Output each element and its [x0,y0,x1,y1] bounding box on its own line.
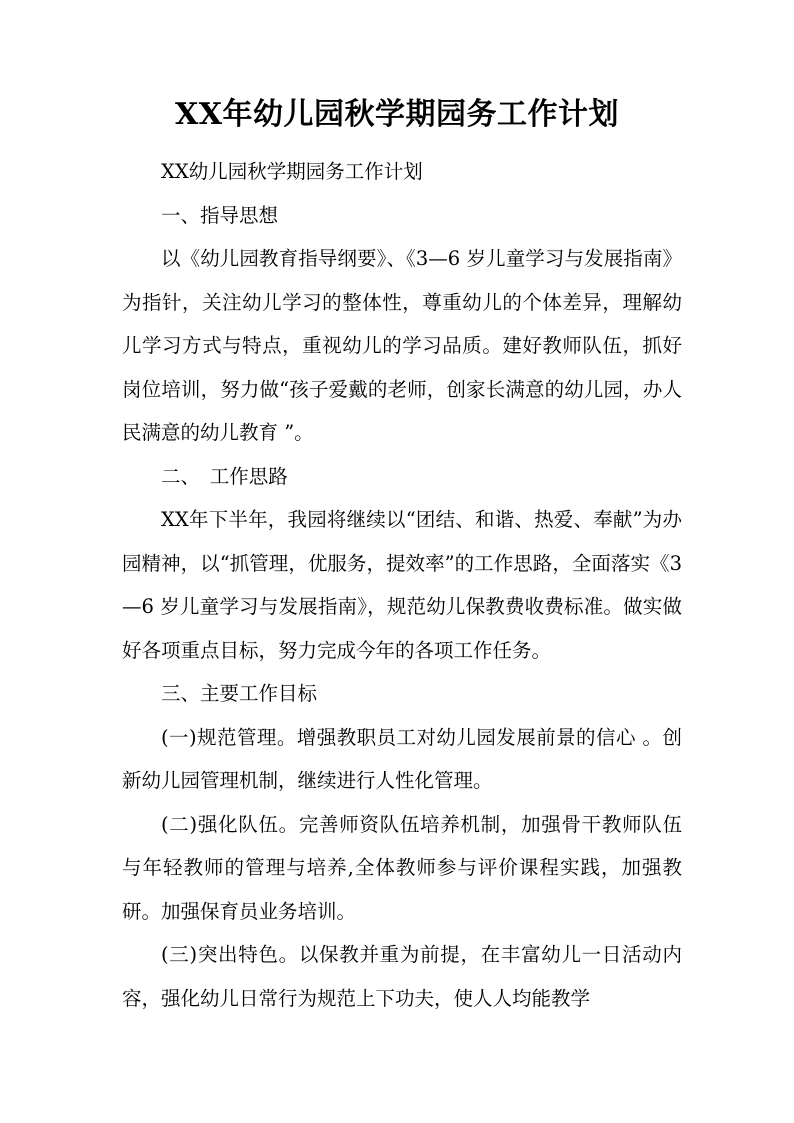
document-body [122,150,682,1020]
goal-item-features: (三)突出特色。以保教并重为前提，在丰富幼儿一日活动内容，强化幼儿日常行为规范上下功夫，使人人均能教学 [122,943,682,1010]
body-paragraph: 以《幼儿园教育指导纲要》、《3—6 岁儿童学习与发展指南》为指针，关注幼儿学习的整体性，尊重幼儿的个体差异，理解幼儿学习方式与特点，重视幼儿的学习品质。建好教师队伍，抓好岗位培训，努力做“孩子爱戴的老师，创家长满意的幼儿园，办人民满意的幼儿教育 ”。 [122,247,682,444]
section-heading-guiding-ideology: 一、指导思想 [161,203,279,227]
section-heading-main-goals: 三、主要工作目标 [161,682,318,705]
document-title: XX年幼儿园秋学期园务工作计划 [174,97,620,132]
section-heading-work-approach: 二、 工作思路 [161,464,288,488]
goal-item-management: (一)规范管理。增强教职员工对幼儿园发展前景的信心 。创新幼儿园管理机制，继续进行人性化管理。 [122,725,682,792]
subtitle-paragraph: XX幼儿园秋学期园务工作计划 [161,160,423,183]
goal-item-team: (二)强化队伍。完善师资队伍培养机制，加强骨干教师队伍与年轻教师的管理与培养,全体教师参与评价课程实践，加强教研。加强保育员业务培训。 [122,812,682,923]
body-paragraph: XX年下半年，我园将继续以“团结、和谐、热爱、奉献”为办园精神，以“抓管理，优服务，提效率”的工作思路，全面落实《3—6 岁儿童学习与发展指南》，规范幼儿保教费收费标准。做实做好各项重点目标，努力完成今年的各项工作任务。 [122,508,682,662]
